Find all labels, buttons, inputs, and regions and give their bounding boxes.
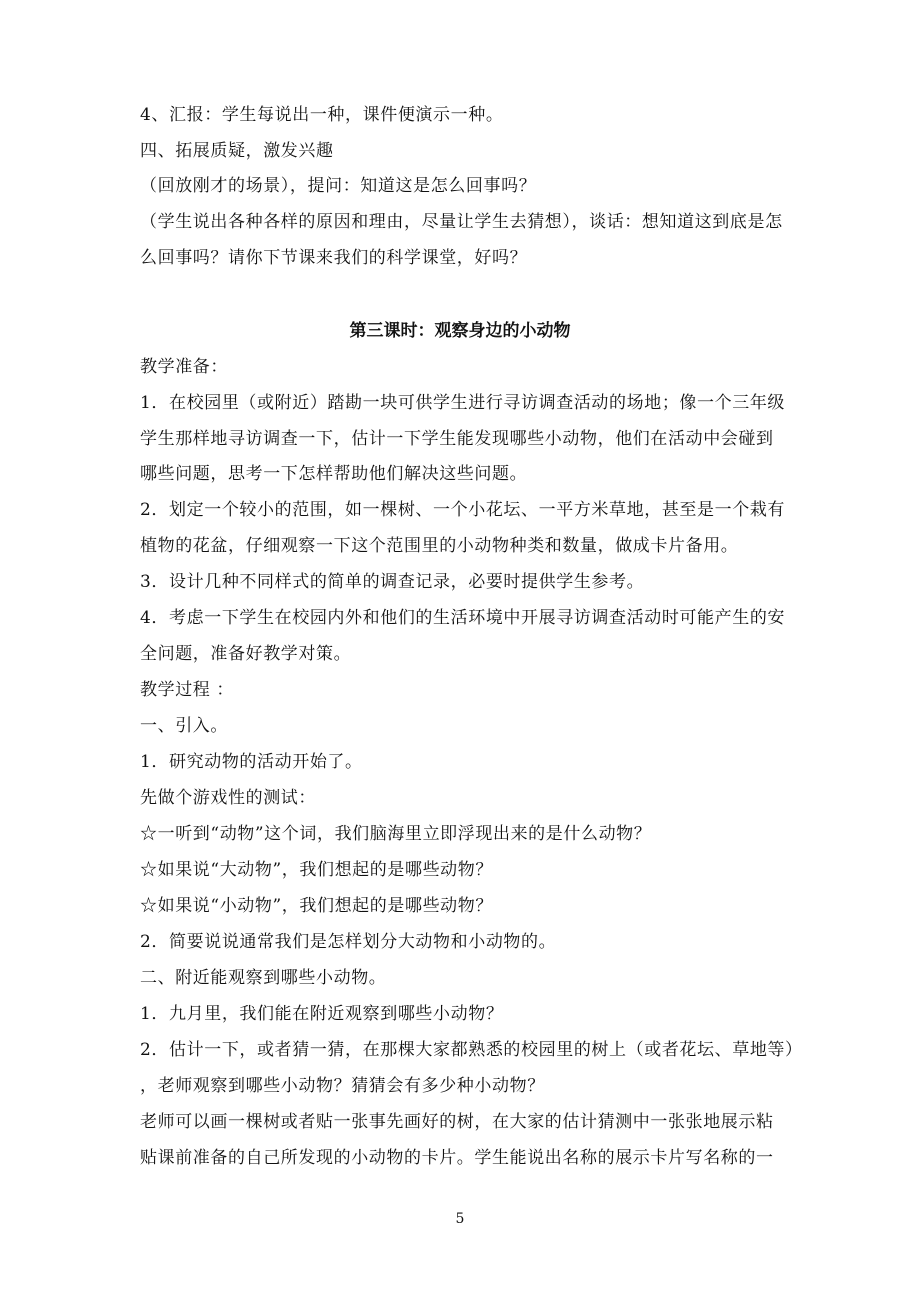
text-line: ，老师观察到哪些小动物？猜猜会有多少种小动物？ <box>140 1076 545 1096</box>
text-line: 教学准备： <box>140 357 228 377</box>
page-number: 5 <box>455 1211 465 1227</box>
text-line: 1．在校园里（或附近）踏勘一块可供学生进行寻访调查活动的场地；像一个三年级 <box>140 393 786 413</box>
text-line: ☆如果说“大动物”，我们想起的是哪些动物？ <box>140 860 493 880</box>
text-line: ☆一听到“动物”这个词，我们脑海里立即浮现出来的是什么动物？ <box>140 824 652 844</box>
text-line: 哪些问题，思考一下怎样帮助他们解决这些问题。 <box>140 464 528 484</box>
text-line: 么回事吗？请你下节课来我们的科学课堂，好吗？ <box>140 248 528 268</box>
text-line: 全问题，准备好教学对策。 <box>140 644 352 664</box>
text-line: 2．划定一个较小的范围，如一棵树、一个小花坛、一平方米草地，甚至是一个栽有 <box>140 500 786 520</box>
text-line: 贴课前准备的自己所发现的小动物的卡片。学生能说出名称的展示卡片写名称的一 <box>140 1148 774 1168</box>
text-line: 植物的花盆，仔细观察一下这个范围里的小动物种类和数量，做成卡片备用。 <box>140 536 739 556</box>
lesson-title: 第三课时：观察身边的小动物 <box>349 321 571 341</box>
text-line: 2．简要说说通常我们是怎样划分大动物和小动物的。 <box>140 932 557 952</box>
text-line: 2．估计一下，或者猜一猜，在那棵大家都熟悉的校园里的树上（或者花坛、草地等） <box>140 1040 803 1060</box>
text-line: 教学过程 ： <box>140 680 235 700</box>
text-line: （回放刚才的场景），提问：知道这是怎么回事吗？ <box>140 176 537 196</box>
text-line: 二、附近能观察到哪些小动物。 <box>140 968 387 988</box>
section-heading: 四、拓展质疑，激发兴趣 <box>140 141 334 161</box>
text-line: 1．研究动物的活动开始了。 <box>140 752 363 772</box>
text-line: 先做个游戏性的测试： <box>140 788 316 808</box>
text-line: ☆如果说“小动物”，我们想起的是哪些动物？ <box>140 896 493 916</box>
text-line: 3．设计几种不同样式的简单的调查记录，必要时提供学生参考。 <box>140 572 645 592</box>
text-line: （学生说出各种各样的原因和理由，尽量让学生去猜想），谈话：想知道这到底是怎 <box>140 212 783 232</box>
text-line: 4．考虑一下学生在校园内外和他们的生活环境中开展寻访调查活动时可能产生的安 <box>140 608 786 628</box>
text-line: 一、引入。 <box>140 716 228 736</box>
text-line: 学生那样地寻访调查一下，估计一下学生能发现哪些小动物，他们在活动中会碰到 <box>140 429 774 449</box>
text-line: 老师可以画一棵树或者贴一张事先画好的树，在大家的估计猜测中一张张地展示粘 <box>140 1112 774 1132</box>
text-line: 1．九月里，我们能在附近观察到哪些小动物？ <box>140 1004 504 1024</box>
text-line: 4、汇报：学生每说出一种，课件便演示一种。 <box>140 105 504 125</box>
